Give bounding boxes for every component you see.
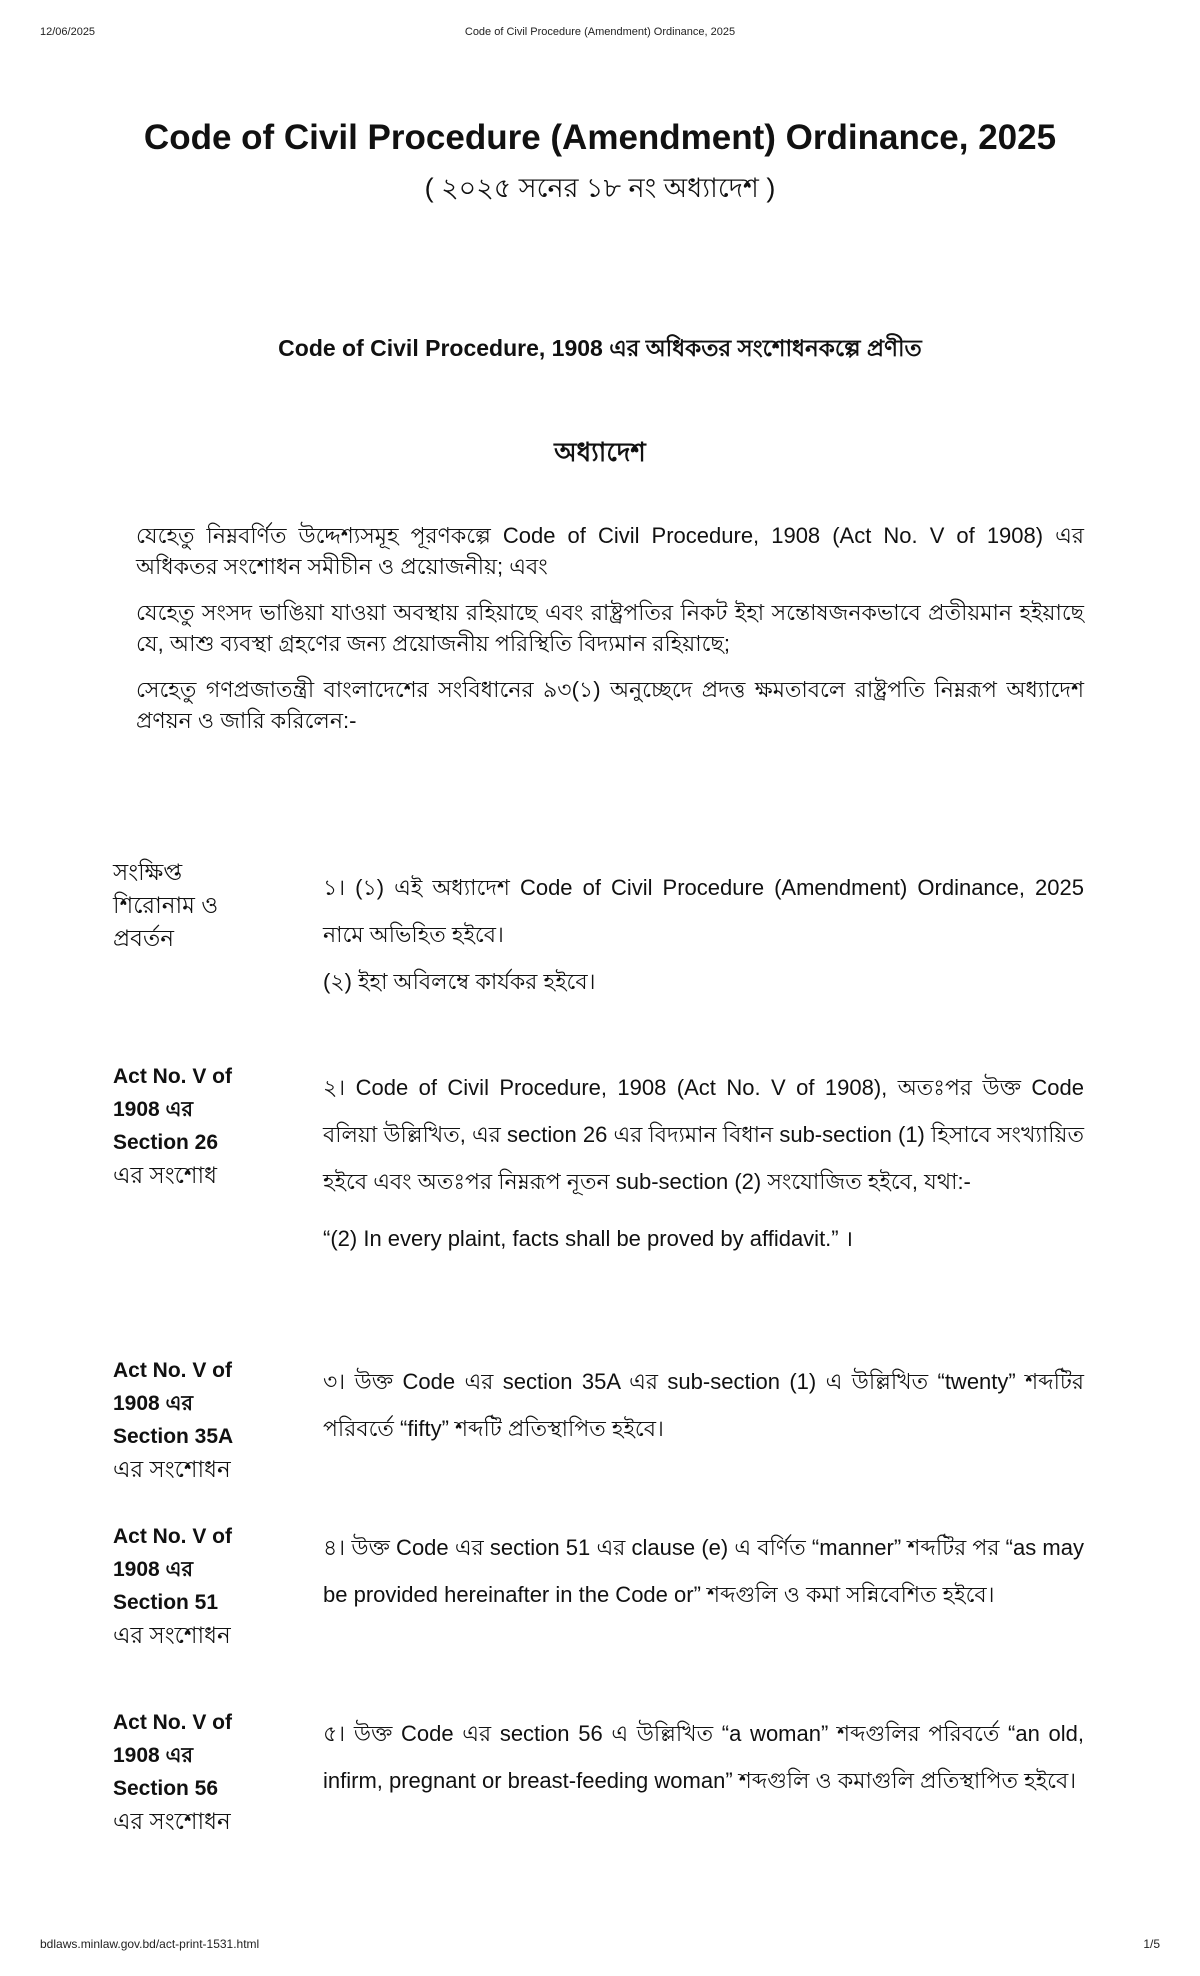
margin-note: Act No. V of 1908 এর Section 35A এর সংশোধন bbox=[113, 1359, 234, 1482]
section-body bbox=[323, 1710, 1084, 1804]
section-body bbox=[323, 1358, 1084, 1452]
print-footer bbox=[40, 1937, 1160, 1953]
section-paragraph: (২) ইহা অবিলম্বে কার্যকর হইবে। bbox=[323, 969, 596, 994]
preamble-paragraph: যেহেতু সংসদ ভাঙিয়া যাওয়া অবস্থায় রহিয়াছে এবং রাষ্ট্রপতির নিকট ইহা সন্তোষজনকভাবে প্রতীয়মান হইয়াছে যে, আশু ব্যবস্থা গ্রহণের জন্য প্রয়োজনীয় পরিস্থিতি বিদ্যমান রহিয়াছে; bbox=[136, 600, 1084, 656]
section-paragraph: ২। Code of Civil Procedure, 1908 (Act No. V of 1908), অতঃপর উক্ত Code বলিয়া উল্লিখিত, এর section 26 এর বিদ্যমান বিধান sub-section (1) হিসাবে সংখ্যায়িত হইবে এবং অতঃপর নিম্নরূপ নূতন sub-section (2) সংযোজিত হইবে, যথা:- bbox=[323, 1075, 1084, 1194]
preamble bbox=[136, 520, 1084, 751]
document-heading: অধ্যাদেশ bbox=[554, 437, 646, 467]
preamble-paragraph: সেহেতু গণপ্রজাতন্ত্রী বাংলাদেশের সংবিধানের ৯৩(১) অনুচ্ছেদে প্রদত্ত ক্ষমতাবলে রাষ্ট্রপতি নিম্নরূপ অধ্যাদেশ প্রণয়ন ও জারি করিলেন:- bbox=[136, 677, 1084, 733]
document-subtitle: ( ২০২৫ সনের ১৮ নং অধ্যাদেশ ) bbox=[424, 173, 776, 203]
margin-note: Act No. V of 1908 এর Section 51 এর সংশোধন bbox=[113, 1525, 232, 1648]
print-page-title: Code of Civil Procedure (Amendment) Ordinance, 2025 bbox=[464, 26, 736, 38]
section-quote: “(2) In every plaint, facts shall be proved by affidavit.” । bbox=[323, 1226, 854, 1251]
section-paragraph: ৪। উক্ত Code এর section 51 এর clause (e) এ বর্ণিত “manner” শব্দটির পর “as may be provided hereinafter in the Code or” শব্দগুলি ও কমা সন্নিবেশিত হইবে। bbox=[323, 1535, 1084, 1607]
section-paragraph: ৩। উক্ত Code এর section 35A এর sub-section (1) এ উল্লিখিত “twenty” শব্দটির পরিবর্তে “fifty” শব্দটি প্রতিস্থাপিত হইবে। bbox=[323, 1369, 1084, 1441]
margin-note: Act No. V of 1908 এর Section 26 এর সংশোধ bbox=[113, 1065, 232, 1188]
section-paragraph: ১। (১) এই অধ্যাদেশ Code of Civil Procedure (Amendment) Ordinance, 2025 নামে অভিহিত হইবে। bbox=[323, 875, 1084, 947]
section-body bbox=[323, 1064, 1084, 1262]
margin-note: সংক্ষিপ্ত শিরোনাম ও প্রবর্তন bbox=[113, 859, 219, 951]
page-url: bdlaws.minlaw.gov.bd/act-print-1531.html bbox=[40, 1937, 260, 1951]
document-purpose: Code of Civil Procedure, 1908 এর অধিকতর সংশোধনকল্পে প্রণীত bbox=[278, 335, 922, 361]
page-number: 1/5 bbox=[1143, 1937, 1160, 1951]
print-header bbox=[40, 26, 1160, 42]
document-title: Code of Civil Procedure (Amendment) Ordinance, 2025 bbox=[143, 118, 1057, 157]
section-paragraph: ৫। উক্ত Code এর section 56 এ উল্লিখিত “a woman” শব্দগুলির পরিবর্তে “an old, infirm, pregnant or breast-feeding woman” শব্দগুলি ও কমাগুলি প্রতিস্থাপিত হইবে। bbox=[323, 1721, 1084, 1793]
preamble-paragraph: যেহেতু নিম্নবর্ণিত উদ্দেশ্যসমূহ পূরণকল্পে Code of Civil Procedure, 1908 (Act No. V of 1908) এর অধিকতর সংশোধন সমীচীন ও প্রয়োজনীয়; এবং bbox=[136, 523, 1084, 579]
section-body bbox=[323, 864, 1084, 1005]
margin-note: Act No. V of 1908 এর Section 56 এর সংশোধন bbox=[113, 1711, 232, 1834]
print-date: 12/06/2025 bbox=[40, 26, 96, 38]
section-body bbox=[323, 1524, 1084, 1618]
